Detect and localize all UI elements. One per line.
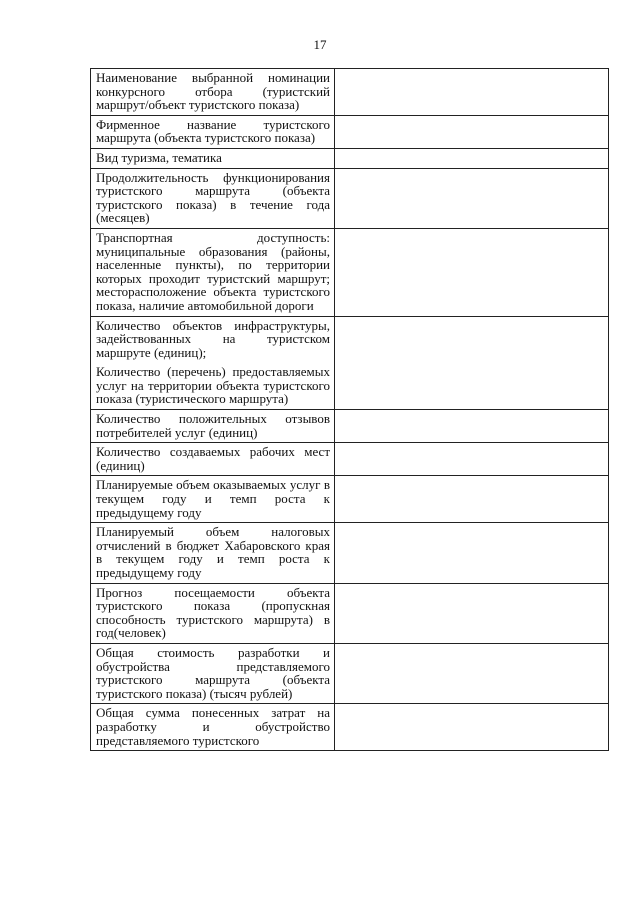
form-row (91, 643, 609, 703)
field-value-cell[interactable] (335, 69, 609, 116)
field-label: Количество объектов инфраструктуры, задействованных на туристском маршруте (единиц); (96, 317, 330, 360)
page-number: 17 (313, 37, 327, 52)
field-label: Количество (перечень) предоставляемых услуг на территории объекта туристского показа (туристического маршрута) (96, 364, 330, 407)
field-value-cell[interactable] (335, 443, 609, 476)
field-value-cell[interactable] (335, 704, 609, 751)
form-table-body (91, 69, 609, 751)
field-label-cell (91, 228, 335, 316)
field-value-cell[interactable] (335, 410, 609, 443)
form-row (91, 168, 609, 228)
field-label-cell (91, 316, 335, 410)
field-label-cell (91, 410, 335, 443)
field-value-cell[interactable] (335, 643, 609, 703)
field-value-cell[interactable] (335, 148, 609, 168)
field-label-cell (91, 168, 335, 228)
field-label: Планируемый объем налоговых отчислений в бюджет Хабаровского края в текущем году и темп роста к предыдущему году (96, 524, 330, 580)
field-label: Общая сумма понесенных затрат на разработку и обустройство представляемого туристского (96, 705, 330, 748)
form-row (91, 316, 609, 410)
field-label: Продолжительность функционирования туристского маршрута (объекта туристского показа) в течение года (месяцев) (96, 169, 330, 226)
form-row (91, 69, 609, 116)
field-value-cell[interactable] (335, 228, 609, 316)
field-label-cell (91, 523, 335, 583)
field-label-cell (91, 148, 335, 168)
field-label: Наименование выбранной номинации конкурсного отбора (туристский маршрут/объект туристского показа) (96, 70, 330, 113)
field-label: Прогноз посещаемости объекта туристского показа (пропускная способность туристского маршрута) в год(человек) (96, 584, 330, 641)
form-row (91, 443, 609, 476)
field-label-cell (91, 704, 335, 751)
field-label: Вид туризма, тематика (96, 149, 222, 165)
field-label: Общая стоимость разработки и обустройства представляемого туристского маршрута (объекта туристского показа) (тысяч рублей) (96, 644, 330, 701)
field-value-cell[interactable] (335, 583, 609, 643)
field-label-cell (91, 443, 335, 476)
field-value-cell[interactable] (335, 316, 609, 410)
form-row (91, 523, 609, 583)
form-row (91, 115, 609, 148)
field-label-cell (91, 643, 335, 703)
form-row (91, 583, 609, 643)
field-label: Планируемые объем оказываемых услуг в текущем году и темп роста к предыдущему году (96, 477, 330, 520)
field-value-cell[interactable] (335, 168, 609, 228)
field-label: Количество создаваемых рабочих мест (единиц) (96, 444, 330, 473)
field-label: Количество положительных отзывов потребителей услуг (единиц) (96, 411, 330, 440)
field-value-cell[interactable] (335, 476, 609, 523)
field-label-cell (91, 476, 335, 523)
field-label: Транспортная доступность: муниципальные образования (районы, населенные пункты), по территории которых проходит туристский маршрут; месторасположение объекта туристского показа, наличие автомобильной дороги (96, 229, 330, 313)
field-label-cell (91, 115, 335, 148)
form-row (91, 148, 609, 168)
form-row (91, 410, 609, 443)
form-row (91, 476, 609, 523)
field-label: Фирменное название туристского маршрута (объекта туристского показа) (96, 116, 330, 146)
field-label-cell (91, 69, 335, 116)
field-value-cell[interactable] (335, 523, 609, 583)
field-label-cell (91, 583, 335, 643)
application-form-table (90, 68, 609, 751)
form-row (91, 704, 609, 751)
field-value-cell[interactable] (335, 115, 609, 148)
form-row (91, 228, 609, 316)
